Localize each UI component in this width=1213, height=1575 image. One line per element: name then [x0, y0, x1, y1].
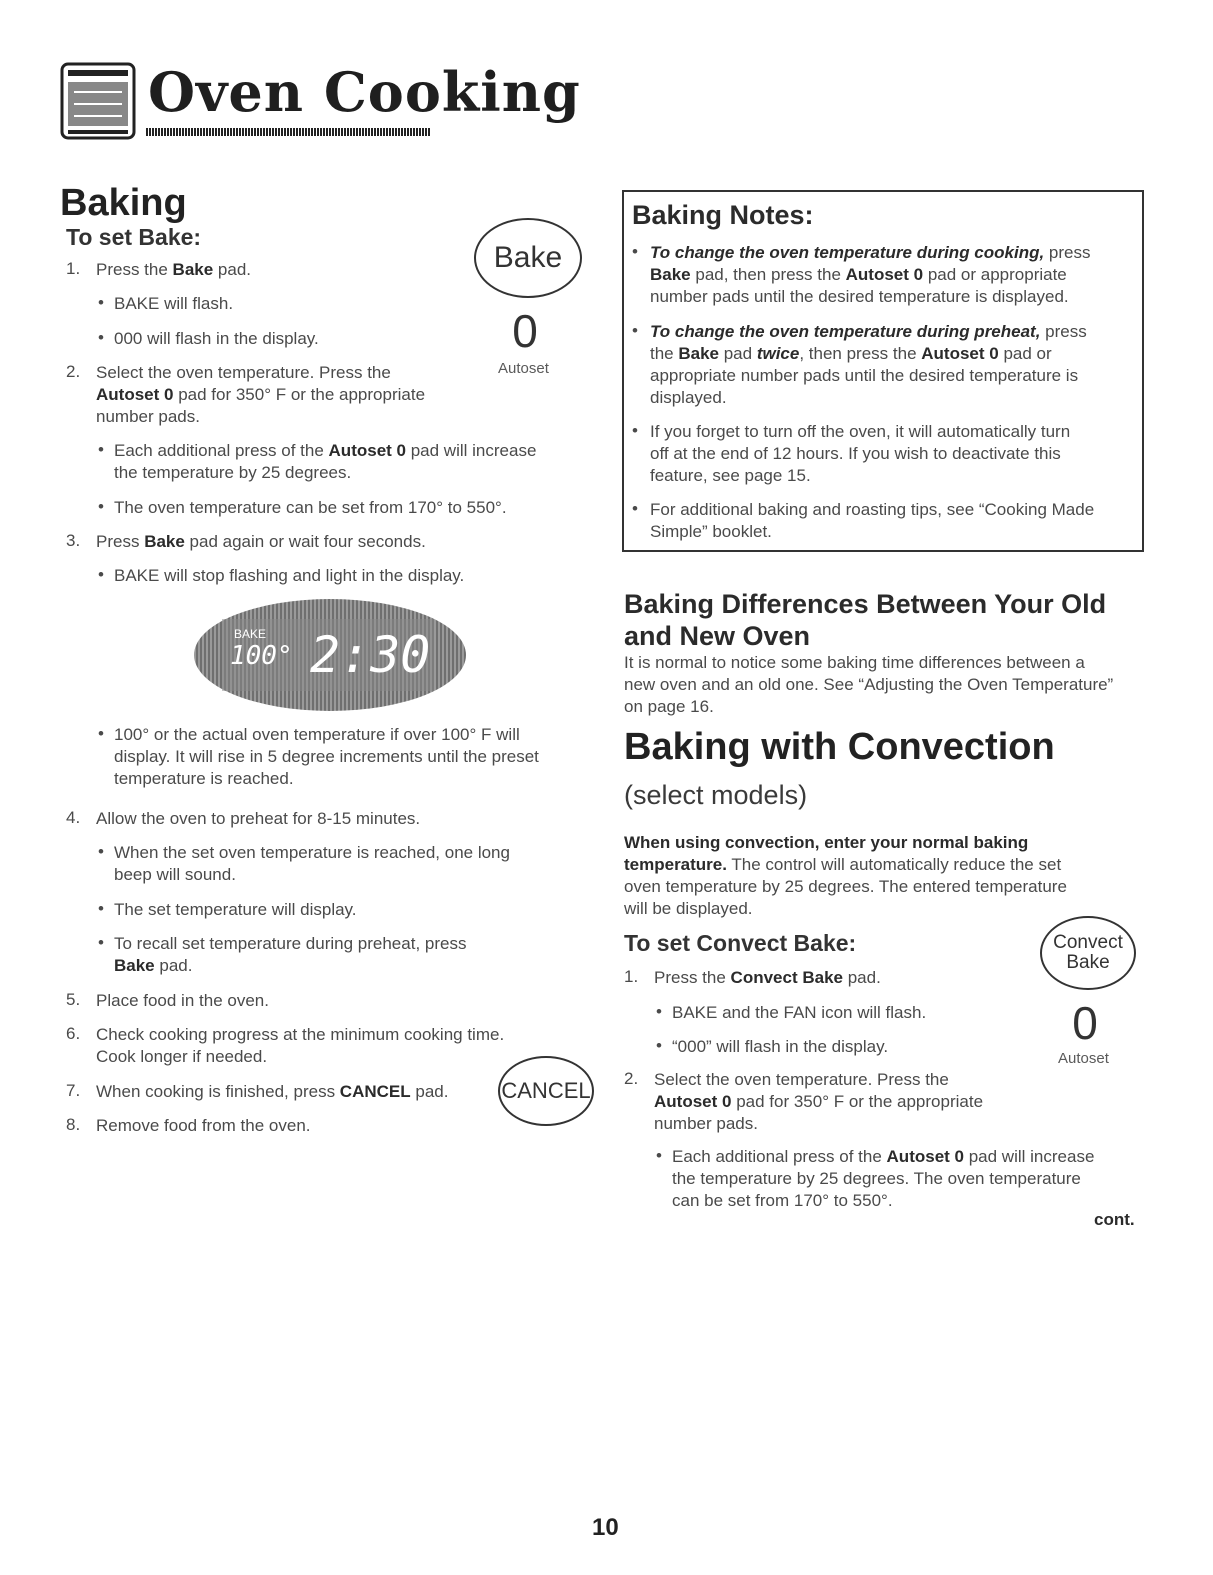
bullet: • [632, 499, 638, 518]
display-temp: 100° [230, 641, 293, 671]
step-number: 6. [66, 1024, 81, 1043]
convect-bake-pad-icon [1040, 916, 1136, 990]
cancel-pad-label: CANCEL [501, 1078, 591, 1103]
step-3-bullet-1: BAKE will stop flashing and light in the display. [114, 566, 465, 585]
differences-heading: Baking Differences Between Your Old and New Oven [624, 589, 1107, 651]
step-1-bullet-2: 000 will flash in the display. [114, 329, 319, 348]
step-4-bullet-3: To recall set temperature during preheat, press Bake pad. [114, 934, 467, 975]
bullet: • [632, 242, 638, 261]
bullet: • [656, 1036, 662, 1055]
step-number: 1. [66, 259, 81, 278]
display-bake-label: BAKE [234, 627, 267, 641]
convect-pad-label-2: Bake [1066, 952, 1110, 973]
convect-step-1-bullet-1: BAKE and the FAN icon will flash. [672, 1003, 927, 1022]
step-2-bullet-2: The oven temperature can be set from 170° to 550°. [114, 498, 507, 517]
bullet: • [98, 440, 104, 459]
page-title: Oven Cooking [148, 60, 581, 124]
convect-step-1: Press the Convect Bake pad. [654, 968, 881, 987]
step-7: When cooking is finished, press CANCEL pad. [96, 1082, 449, 1101]
step-2-line-3: number pads. [96, 407, 200, 426]
cancel-pad-icon [498, 1056, 594, 1126]
bake-pad-label: Bake [493, 241, 563, 274]
oven-display [192, 597, 468, 713]
step-number: 5. [66, 990, 81, 1009]
convection-heading: Baking with Convection [624, 726, 1055, 768]
autoset-label: Autoset [498, 360, 549, 377]
step-1: Press the Bake pad. [96, 260, 251, 279]
subheading: To set Bake: [66, 224, 202, 250]
bullet: • [98, 565, 104, 584]
step-number: 3. [66, 531, 81, 550]
autoset-zero: 0 [512, 305, 538, 357]
bullet: • [98, 899, 104, 918]
step-1-bullet-1: BAKE will flash. [114, 294, 234, 313]
note-2: To change the oven temperature during preheat, press the Bake pad twice, then press the Autoset 0 pad or appropriate number pads until the desired temperature is displayed. [650, 322, 1087, 407]
convect-step-1-bullet-2: “000” will flash in the display. [672, 1037, 889, 1056]
section-heading: Baking [60, 182, 187, 224]
bullet: • [632, 321, 638, 340]
convect-subheading: To set Convect Bake: [624, 930, 857, 956]
autoset-label: Autoset [1058, 1050, 1109, 1067]
note-3: If you forget to turn off the oven, it will automatically turn off at the end of 12 hours. If you wish to deactivate this feature, see page 15. [650, 422, 1071, 485]
step-number: 2. [624, 1069, 639, 1088]
bullet: • [98, 724, 104, 743]
step-number: 7. [66, 1081, 81, 1100]
step-number: 2. [66, 362, 81, 381]
bullet: • [656, 1146, 662, 1165]
convect-step-2: Select the oven temperature. Press the Autoset 0 pad for 350° F or the appropriate number pads. [654, 1070, 984, 1133]
step-number: 8. [66, 1115, 81, 1134]
bullet: • [98, 933, 104, 952]
step-2-line-2: Autoset 0 pad for 350° F or the appropriate [96, 385, 426, 404]
title-underline [146, 128, 430, 136]
step-6: Check cooking progress at the minimum cooking time. Cook longer if needed. [96, 1025, 505, 1066]
notes-heading: Baking Notes: [632, 200, 814, 230]
convect-pad-label-1: Convect [1053, 932, 1123, 953]
convect-step-2-bullet-1: Each additional press of the Autoset 0 pad will increase the temperature by 25 degrees. The oven temperature can be set from 170° to 550°. [672, 1147, 1095, 1210]
convection-subtitle: (select models) [624, 780, 808, 810]
step-number: 1. [624, 967, 639, 986]
continued-label: cont. [1094, 1210, 1135, 1229]
step-5: Place food in the oven. [96, 991, 269, 1010]
step-4-bullet-2: The set temperature will display. [114, 900, 357, 919]
step-number: 4. [66, 808, 81, 827]
convection-intro: When using convection, enter your normal baking temperature. The control will automatically reduce the set oven temperature by 25 degrees. The entered temperature will be displayed. [624, 833, 1067, 918]
bullet: • [98, 842, 104, 861]
bullet: • [632, 421, 638, 440]
step-4: Allow the oven to preheat for 8-15 minutes. [96, 809, 421, 828]
note-4: For additional baking and roasting tips, see “Cooking Made Simple” booklet. [650, 500, 1095, 541]
step-3: Press Bake pad again or wait four seconds. [96, 532, 426, 551]
note-1: To change the oven temperature during cooking, press Bake pad, then press the Autoset 0 pad or appropriate number pads until the desired temperature is displayed. [650, 243, 1091, 306]
bullet: • [656, 1002, 662, 1021]
oven-icon [60, 60, 140, 146]
bullet: • [98, 328, 104, 347]
bullet: • [98, 497, 104, 516]
autoset-zero: 0 [1072, 997, 1098, 1049]
display-time: 2:30 [310, 626, 431, 684]
step-4-bullet-1: When the set oven temperature is reached, one long beep will sound. [114, 843, 510, 884]
differences-text: It is normal to notice some baking time differences between a new oven and an old one. See “Adjusting the Oven Temperature” on page 16. [624, 653, 1114, 716]
step-2-bullet-1: Each additional press of the Autoset 0 pad will increase the temperature by 25 degrees. [114, 441, 537, 482]
step-2-line-1: Select the oven temperature. Press the [96, 363, 391, 382]
bullet: • [98, 293, 104, 312]
display-note: 100° or the actual oven temperature if over 100° F will display. It will rise in 5 degree increments until the preset temperature is reached. [114, 725, 539, 788]
step-8: Remove food from the oven. [96, 1116, 311, 1135]
bake-pad-icon [474, 218, 582, 298]
page-number: 10 [592, 1514, 619, 1541]
